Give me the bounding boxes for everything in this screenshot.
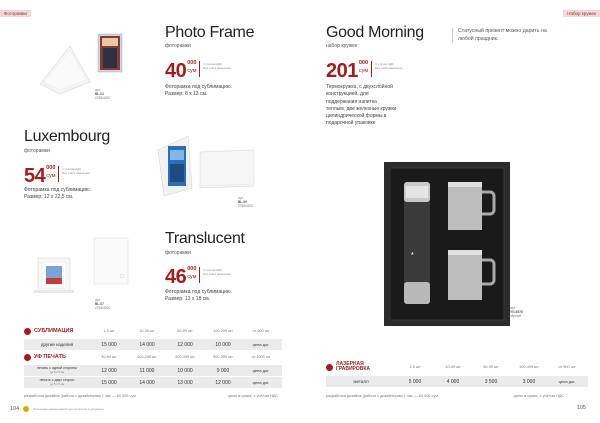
page-marker-icon	[23, 406, 29, 412]
table-row: печать с одной стороны до 5 x 5 см 12 000 11 000 10 000 9 000 цена дог.	[24, 365, 282, 376]
photo-frame-price: 40 000 сум С учётом НДС Без учёта нанесения	[165, 60, 231, 82]
table-row: металл 5 000 4 000 3 500 3 000 цена дог.	[326, 376, 588, 387]
right-note-prices: цены в сумах, с учётом НДС	[514, 394, 565, 398]
luxembourg-code: арт. BL-09 2788/4200	[238, 196, 254, 208]
photo-frame-description: Фоторамка под сублимацию. Размер: 8 x 13 см.	[165, 84, 233, 98]
luxembourg-description: Фоторамка под сублимацию. Размер: 12 x 22,5 см.	[24, 187, 92, 201]
uv-print-label: УФ ПЕЧАТЬ	[34, 354, 66, 360]
right-note-design: разработка дизайна (работа с дизайнером) 1 час — 60 000 сум	[326, 394, 438, 398]
sublimation-label: СУБЛИМАЦИЯ	[34, 328, 74, 334]
photo-frame-code: арт. BL-02 2788/4200	[95, 88, 111, 100]
photo-frame-title: Photo Frame	[165, 24, 255, 41]
translucent-description: Фоторамка под сублимацию. Размер: 13 x 18 см.	[165, 289, 233, 303]
photo-frame-subtitle: фоторамки	[165, 43, 191, 49]
section-tab-right[interactable]: Набор кружек	[563, 10, 600, 17]
page-number-right[interactable]: 105	[576, 405, 586, 411]
section-tab-left[interactable]: Фоторамки	[0, 10, 31, 17]
left-note-prices: цены в сумах, с учётом НДС	[228, 394, 279, 398]
table-row: печать с двух сторон до 5 x 5 см 15 000 14 000 13 000 12 000 цена дог.	[24, 377, 282, 388]
gift-set-image	[384, 162, 510, 326]
luxembourg-price: 54 000 сум С учётом НДС Без учёта нанесения	[24, 165, 90, 187]
good-morning-code: арт. YG-6578 чёрный	[510, 306, 523, 318]
good-morning-title: Good Morning	[326, 24, 424, 41]
translucent-code: арт. BL-07 2788/4200	[95, 298, 111, 310]
engraving-label: ЛАЗЕРНАЯ ГРАВИРОВКА	[336, 360, 370, 372]
engraving-icon	[326, 364, 333, 371]
svg-text:▲: ▲	[411, 251, 414, 255]
good-morning-description: Термокружка, с двухслойной конструкцией, для поддержания напитка теплым, две железные кружки цилиндрической формы в подарочной упаковке	[326, 84, 397, 127]
sublimation-icon	[24, 328, 31, 335]
tagline: Статусный презент можно дарить на любой праздник.	[452, 28, 562, 43]
luxembourg-title: Luxembourg	[24, 128, 110, 145]
photo-frame-image	[30, 24, 140, 102]
table-row: другие изделия 15 000 14 000 12 000 10 000 цена дог.	[24, 339, 282, 350]
translucent-image	[28, 232, 138, 314]
page-number-left[interactable]: 104	[10, 406, 20, 412]
left-footer: 104 Изменения наименований цен исключить в документе	[10, 406, 104, 412]
engraving-table: ЛАЗЕРНАЯ ГРАВИРОВКА 1-9 шт 10-49 шт 50-99 шт 100-499 шт от 500 шт металл 5 000 4 000 3 500 3 000 цена дог.	[326, 361, 588, 387]
translucent-subtitle: фоторамки	[165, 250, 191, 256]
luxembourg-subtitle: фоторамки	[24, 148, 50, 154]
translucent-title: Translucent	[165, 230, 245, 247]
good-morning-subtitle: набор кружек	[326, 43, 358, 49]
uv-print-icon	[24, 354, 31, 361]
translucent-price: 46 000 сум С учётом НДС Без учёта нанесения	[165, 266, 231, 288]
sublimation-table: СУБЛИМАЦИЯ 1-5 шт 10-30 шт 50-99 шт 100-299 шт от 300 шт другие изделия 15 000 14 000 12 000 10 000 цена дог.	[24, 326, 282, 350]
uv-print-table: УФ ПЕЧАТЬ 30-99 шт 100-299 шт 300-499 шт 500-999 шт от 1000 шт печать с одной стороны до 5 x 5 см 12 000 11 000 10 000 9 000 цена дог. печать с двух сторон до 5 x 5 см 15 000 14 000 13 000 12 000 цена дог.	[24, 352, 282, 388]
good-morning-price: 201 000 сум С учётом НДС Без учёта нанесения	[326, 60, 403, 82]
left-note-design: разработка дизайна (работа с дизайнером) 1 час — 60 000 сум	[24, 394, 136, 398]
